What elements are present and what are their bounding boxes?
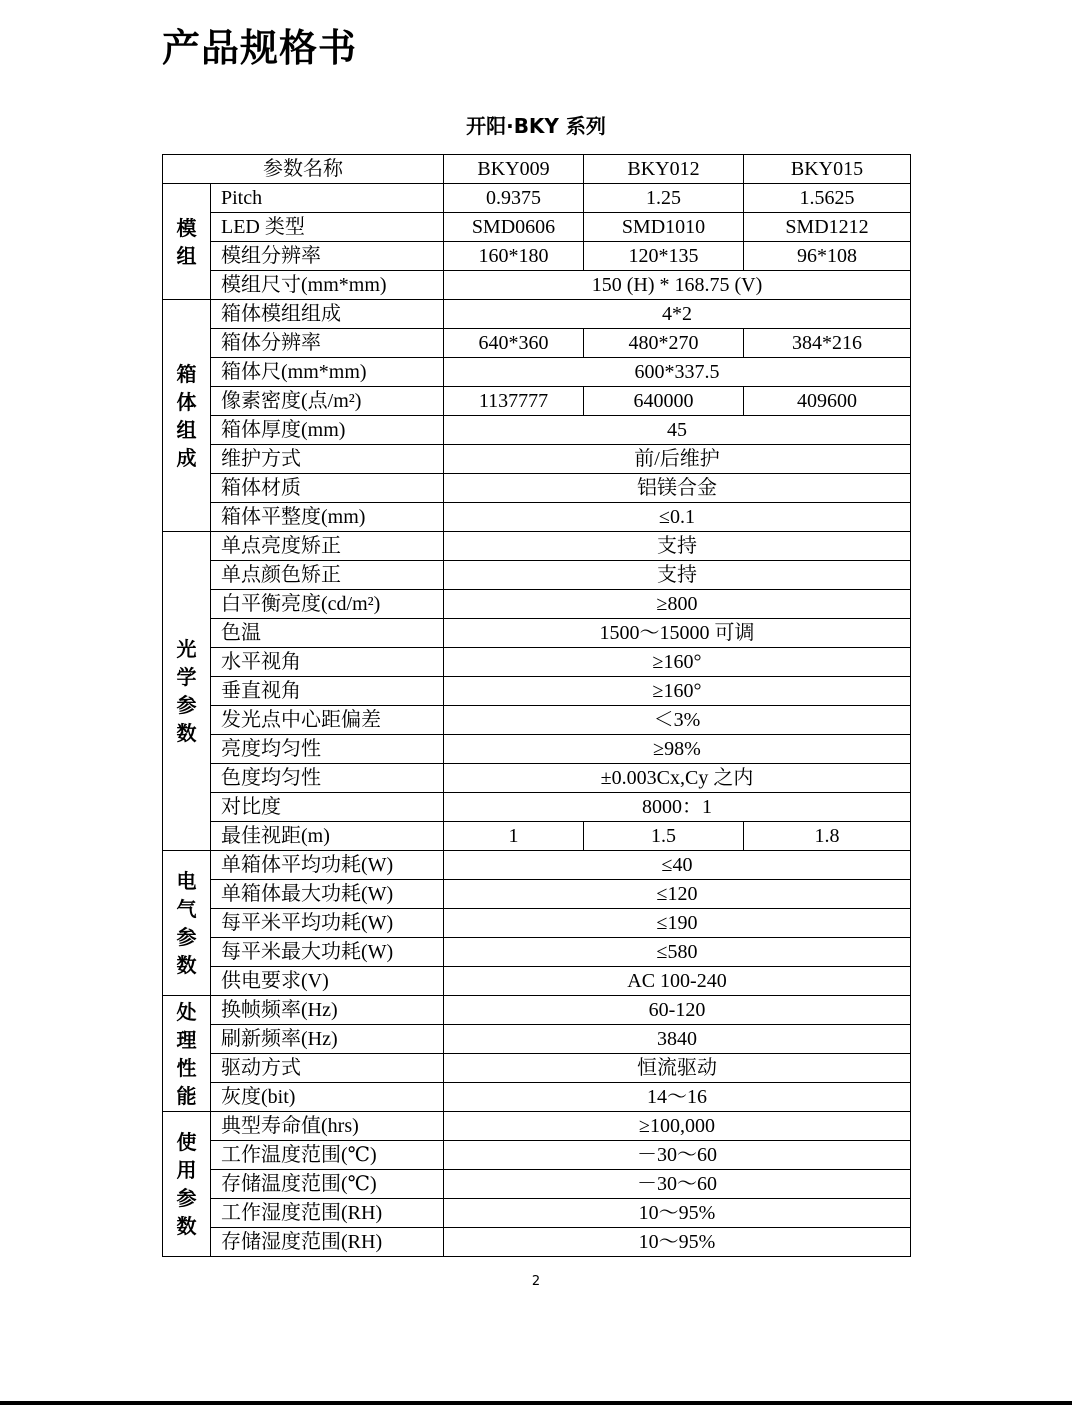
value-cell-merged: ≥800	[444, 590, 911, 619]
table-row	[163, 648, 911, 677]
param-name-cell: 模组尺寸(mm*mm)	[211, 271, 444, 300]
spec-table-body	[163, 155, 911, 1257]
table-row	[163, 677, 911, 706]
table-header-row	[163, 155, 911, 184]
param-name-cell: 每平米最大功耗(W)	[211, 938, 444, 967]
table-row	[163, 1170, 911, 1199]
table-row	[163, 735, 911, 764]
value-cell: 1.5	[584, 822, 744, 851]
table-row	[163, 329, 911, 358]
value-cell-merged: 恒流驱动	[444, 1054, 911, 1083]
group-label-cell	[163, 1112, 211, 1257]
table-row	[163, 822, 911, 851]
param-name-cell: 垂直视角	[211, 677, 444, 706]
table-row	[163, 242, 911, 271]
param-name-cell: 单箱体最大功耗(W)	[211, 880, 444, 909]
param-name-cell: 灰度(bit)	[211, 1083, 444, 1112]
value-cell: 0.9375	[444, 184, 584, 213]
value-cell: 640*360	[444, 329, 584, 358]
value-cell: 640000	[584, 387, 744, 416]
param-name-cell: 刷新频率(Hz)	[211, 1025, 444, 1054]
table-row	[163, 300, 911, 329]
value-cell-merged: 4*2	[444, 300, 911, 329]
param-name-cell: 工作温度范围(℃)	[211, 1141, 444, 1170]
header-param-name: 参数名称	[163, 155, 444, 184]
table-row	[163, 706, 911, 735]
param-name-cell: 箱体分辨率	[211, 329, 444, 358]
value-cell-merged: 支持	[444, 561, 911, 590]
group-label: 模组	[176, 215, 197, 268]
table-row	[163, 938, 911, 967]
document-title: 产品规格书	[162, 26, 358, 70]
param-name-cell: 对比度	[211, 793, 444, 822]
group-label: 光学参数	[176, 637, 197, 745]
value-cell: SMD0606	[444, 213, 584, 242]
page-bottom-divider	[0, 1401, 1072, 1405]
param-name-cell: 亮度均匀性	[211, 735, 444, 764]
table-row	[163, 445, 911, 474]
group-label-cell	[163, 532, 211, 851]
value-cell: 1	[444, 822, 584, 851]
param-name-cell: 色度均匀性	[211, 764, 444, 793]
param-name-cell: 像素密度(点/m²)	[211, 387, 444, 416]
group-label: 处理性能	[176, 999, 197, 1108]
value-cell-merged: 10～95%	[444, 1199, 911, 1228]
param-name-cell: 单箱体平均功耗(W)	[211, 851, 444, 880]
table-row	[163, 1141, 911, 1170]
header-model: BKY012	[584, 155, 744, 184]
table-row	[163, 1054, 911, 1083]
value-cell: SMD1212	[744, 213, 911, 242]
table-row	[163, 387, 911, 416]
value-cell-merged: 支持	[444, 532, 911, 561]
header-model: BKY009	[444, 155, 584, 184]
value-cell-merged: ≤190	[444, 909, 911, 938]
table-row	[163, 851, 911, 880]
value-cell: 409600	[744, 387, 911, 416]
param-name-cell: 箱体平整度(mm)	[211, 503, 444, 532]
value-cell: SMD1010	[584, 213, 744, 242]
value-cell: 480*270	[584, 329, 744, 358]
value-cell-merged: 60-120	[444, 996, 911, 1025]
value-cell-merged: －30～60	[444, 1170, 911, 1199]
value-cell: 120*135	[584, 242, 744, 271]
param-name-cell: 发光点中心距偏差	[211, 706, 444, 735]
group-label: 使用参数	[176, 1130, 197, 1238]
table-row	[163, 532, 911, 561]
table-title: 开阳·BKY 系列	[466, 114, 606, 138]
value-cell-merged: ≥160°	[444, 677, 911, 706]
param-name-cell: 存储温度范围(℃)	[211, 1170, 444, 1199]
table-row	[163, 764, 911, 793]
value-cell: 384*216	[744, 329, 911, 358]
group-label: 电气参数	[176, 869, 197, 977]
table-row	[163, 358, 911, 387]
param-name-cell: 单点颜色矫正	[211, 561, 444, 590]
group-label-cell	[163, 300, 211, 532]
table-row	[163, 1112, 911, 1141]
value-cell-merged: 8000：1	[444, 793, 911, 822]
param-name-cell: 水平视角	[211, 648, 444, 677]
value-cell-merged: 14～16	[444, 1083, 911, 1112]
table-row	[163, 184, 911, 213]
param-name-cell: 色温	[211, 619, 444, 648]
table-row	[163, 909, 911, 938]
group-label-cell	[163, 996, 211, 1112]
table-row	[163, 1083, 911, 1112]
table-row	[163, 793, 911, 822]
value-cell-merged: ±0.003Cx,Cy 之内	[444, 764, 911, 793]
value-cell-merged: ≥100,000	[444, 1112, 911, 1141]
table-row	[163, 271, 911, 300]
value-cell-merged: ≥98%	[444, 735, 911, 764]
param-name-cell: 换帧频率(Hz)	[211, 996, 444, 1025]
param-name-cell: 最佳视距(m)	[211, 822, 444, 851]
group-label-cell	[163, 184, 211, 300]
param-name-cell: LED 类型	[211, 213, 444, 242]
table-row	[163, 619, 911, 648]
group-label-cell	[163, 851, 211, 996]
value-cell-merged: ≤580	[444, 938, 911, 967]
table-row	[163, 213, 911, 242]
value-cell-merged: ≤120	[444, 880, 911, 909]
table-row	[163, 1228, 911, 1257]
table-row	[163, 416, 911, 445]
param-name-cell: 驱动方式	[211, 1054, 444, 1083]
param-name-cell: 供电要求(V)	[211, 967, 444, 996]
table-row	[163, 967, 911, 996]
value-cell: 1137777	[444, 387, 584, 416]
value-cell-merged: 3840	[444, 1025, 911, 1054]
table-row	[163, 996, 911, 1025]
value-cell-merged: ≤40	[444, 851, 911, 880]
value-cell-merged: 前/后维护	[444, 445, 911, 474]
value-cell-merged: 600*337.5	[444, 358, 911, 387]
table-row	[163, 1025, 911, 1054]
value-cell-merged: 150 (H) * 168.75 (V)	[444, 271, 911, 300]
page-number: 2	[531, 1274, 541, 1289]
param-name-cell: 箱体厚度(mm)	[211, 416, 444, 445]
param-name-cell: 存储湿度范围(RH)	[211, 1228, 444, 1257]
table-row	[163, 503, 911, 532]
table-row	[163, 880, 911, 909]
value-cell-merged: ≥160°	[444, 648, 911, 677]
param-name-cell: Pitch	[211, 184, 444, 213]
param-name-cell: 箱体模组组成	[211, 300, 444, 329]
value-cell-merged: 10～95%	[444, 1228, 911, 1257]
param-name-cell: 维护方式	[211, 445, 444, 474]
spec-table	[162, 154, 911, 1257]
value-cell-merged: 45	[444, 416, 911, 445]
param-name-cell: 每平米平均功耗(W)	[211, 909, 444, 938]
param-name-cell: 箱体尺(mm*mm)	[211, 358, 444, 387]
value-cell-merged: －30～60	[444, 1141, 911, 1170]
value-cell: 1.5625	[744, 184, 911, 213]
param-name-cell: 工作湿度范围(RH)	[211, 1199, 444, 1228]
param-name-cell: 白平衡亮度(cd/m²)	[211, 590, 444, 619]
value-cell: 160*180	[444, 242, 584, 271]
param-name-cell: 箱体材质	[211, 474, 444, 503]
table-row	[163, 590, 911, 619]
param-name-cell: 典型寿命值(hrs)	[211, 1112, 444, 1141]
value-cell: 1.8	[744, 822, 911, 851]
param-name-cell: 单点亮度矫正	[211, 532, 444, 561]
value-cell-merged: AC 100-240	[444, 967, 911, 996]
group-label: 箱体组成	[176, 361, 197, 470]
value-cell-merged: 1500～15000 可调	[444, 619, 911, 648]
header-model: BKY015	[744, 155, 911, 184]
value-cell-merged: ≤0.1	[444, 503, 911, 532]
value-cell-merged: 铝镁合金	[444, 474, 911, 503]
value-cell: 96*108	[744, 242, 911, 271]
param-name-cell: 模组分辨率	[211, 242, 444, 271]
table-row	[163, 474, 911, 503]
table-row	[163, 561, 911, 590]
value-cell: 1.25	[584, 184, 744, 213]
value-cell-merged: ＜3%	[444, 706, 911, 735]
table-row	[163, 1199, 911, 1228]
